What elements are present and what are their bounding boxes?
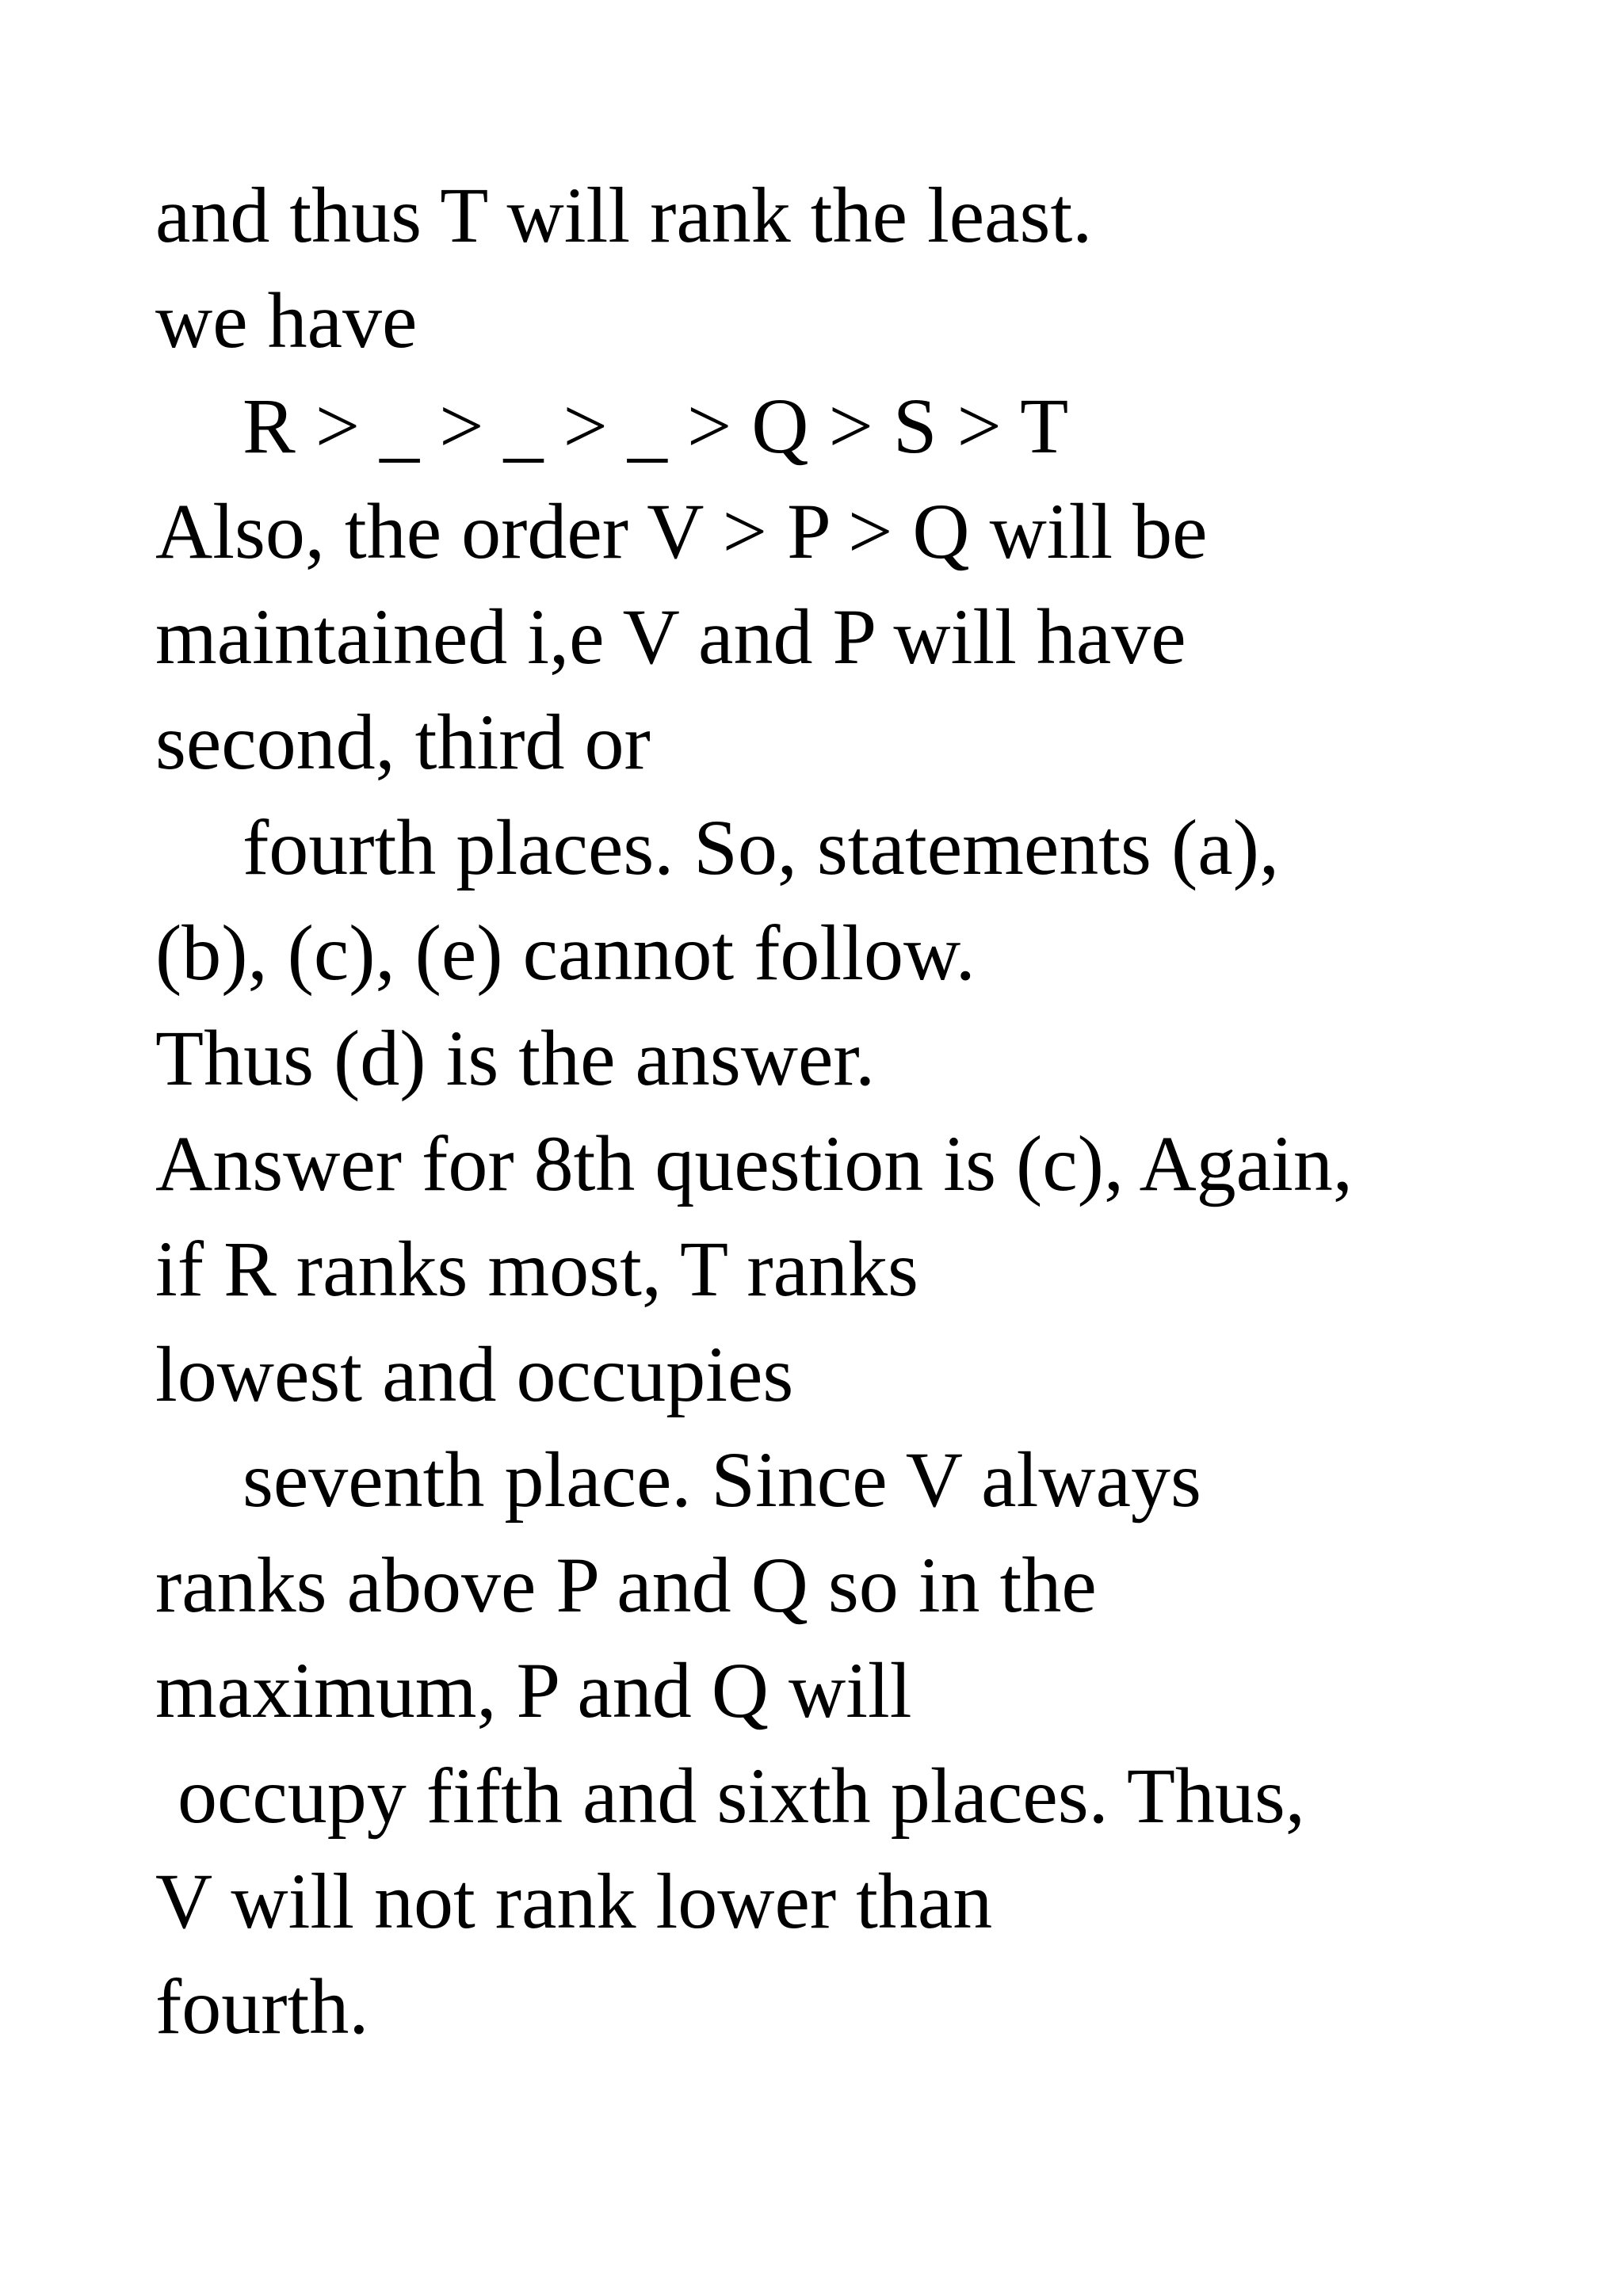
text-line: maintained i,e V and P will have bbox=[155, 593, 1186, 681]
text-line: we have bbox=[155, 277, 418, 364]
text-line: ranks above P and Q so in the bbox=[155, 1541, 1097, 1629]
text-line: maximum, P and Q will bbox=[155, 1646, 912, 1734]
ranking-order-line: R > _ > _ > _ > Q > S > T bbox=[242, 382, 1069, 470]
text-line: Also, the order V > P > Q will be bbox=[155, 487, 1208, 575]
answer-line: Thus (d) is the answer. bbox=[155, 1014, 876, 1102]
text-line: seventh place. Since V always bbox=[242, 1436, 1201, 1524]
text-line: and thus T will rank the least. bbox=[155, 171, 1093, 259]
text-line: (b), (c), (e) cannot follow. bbox=[155, 909, 976, 997]
question-answer-line: Answer for 8th question is (c), Again, bbox=[155, 1119, 1353, 1207]
text-line: fourth places. So, statements (a), bbox=[242, 803, 1279, 891]
text-line: fourth. bbox=[155, 1962, 369, 2050]
text-line: lowest and occupies bbox=[155, 1330, 794, 1418]
text-line: second, third or bbox=[155, 698, 651, 786]
document-body bbox=[155, 162, 1582, 2059]
text-line: occupy fifth and sixth places. Thus, bbox=[178, 1752, 1305, 1840]
text-line: V will not rank lower than bbox=[155, 1857, 993, 1945]
text-line: if R ranks most, T ranks bbox=[155, 1225, 918, 1313]
